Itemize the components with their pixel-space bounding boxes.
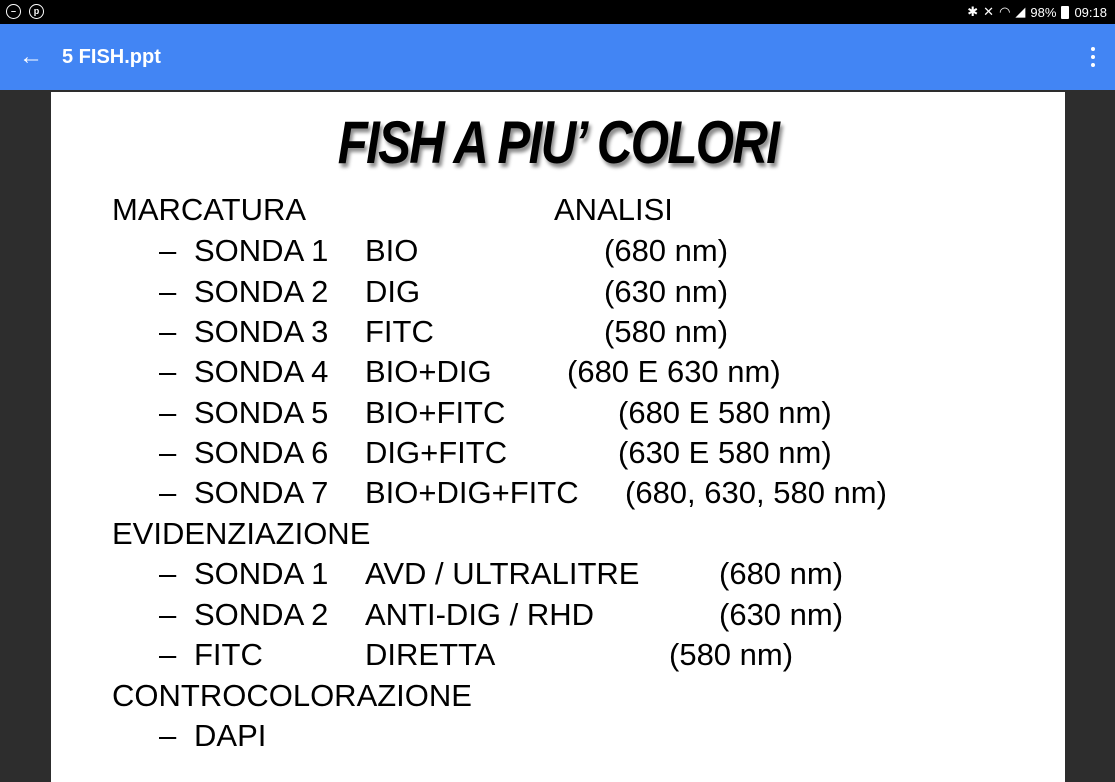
probe-analysis: (680 nm) [719, 556, 844, 591]
probe-name: SONDA 4 [194, 354, 329, 389]
probe-analysis: (630 E 580 nm) [618, 435, 832, 470]
bullet-dash: – [159, 354, 177, 389]
section-header-controcolorazione: CONTROCOLORAZIONE [112, 678, 472, 713]
clock: 09:18 [1074, 4, 1107, 20]
probe-label: BIO+DIG+FITC [365, 475, 579, 510]
probe-analysis: (630 nm) [604, 274, 729, 309]
minus-circle-icon: – [6, 4, 21, 19]
app-notification-icon: p [29, 4, 44, 19]
probe-analysis: (680, 630, 580 nm) [625, 475, 887, 510]
battery-icon [1061, 6, 1069, 19]
bullet-dash: – [159, 233, 177, 268]
probe-analysis: (680 E 630 nm) [567, 354, 781, 389]
section-header-evidenziazione: EVIDENZIAZIONE [112, 516, 371, 551]
mute-icon: ✕ [983, 4, 995, 19]
wifi-icon: ◠ [999, 4, 1011, 19]
probe-label: ANTI-DIG / RHD [365, 597, 595, 632]
bullet-dash: – [159, 475, 177, 510]
probe-label: DIG [365, 274, 421, 309]
probe-name: FITC [194, 637, 263, 672]
signal-icon: ◢ [1015, 4, 1026, 19]
bullet-dash: – [159, 637, 177, 672]
overflow-menu-icon[interactable] [1085, 43, 1101, 71]
probe-label: BIO+DIG [365, 354, 492, 389]
probe-name: SONDA 1 [194, 556, 329, 591]
probe-label: DIG+FITC [365, 435, 508, 470]
probe-name: DAPI [194, 718, 267, 753]
probe-label: DIRETTA [365, 637, 496, 672]
probe-analysis: (680 nm) [604, 233, 729, 268]
probe-analysis: (630 nm) [719, 597, 844, 632]
battery-percent: 98% [1030, 4, 1057, 20]
app-bar [0, 24, 1115, 90]
probe-analysis: (580 nm) [604, 314, 729, 349]
probe-name: SONDA 2 [194, 274, 329, 309]
bluetooth-icon: ✱ [967, 4, 979, 19]
bullet-dash: – [159, 597, 177, 632]
probe-analysis: (680 E 580 nm) [618, 395, 832, 430]
bullet-dash: – [159, 718, 177, 753]
probe-name: SONDA 5 [194, 395, 329, 430]
probe-label: BIO+FITC [365, 395, 506, 430]
probe-name: SONDA 2 [194, 597, 329, 632]
bullet-dash: – [159, 274, 177, 309]
document-title: 5 FISH.ppt [62, 46, 161, 68]
probe-name: SONDA 7 [194, 475, 329, 510]
bullet-dash: – [159, 395, 177, 430]
status-bar [0, 0, 1115, 24]
back-arrow-icon[interactable]: ← [19, 43, 43, 70]
probe-name: SONDA 6 [194, 435, 329, 470]
section-header-analisi: ANALISI [554, 192, 673, 227]
probe-name: SONDA 3 [194, 314, 329, 349]
probe-name: SONDA 1 [194, 233, 329, 268]
bullet-dash: – [159, 314, 177, 349]
probe-analysis: (580 nm) [669, 637, 794, 672]
probe-label: BIO [365, 233, 419, 268]
bullet-dash: – [159, 556, 177, 591]
bullet-dash: – [159, 435, 177, 470]
section-header-marcatura: MARCATURA [112, 192, 307, 227]
slide-title: FISH A PIU’ COLORI [337, 109, 779, 176]
slide [51, 92, 1065, 782]
probe-label: FITC [365, 314, 434, 349]
probe-label: AVD / ULTRALITRE [365, 556, 640, 591]
